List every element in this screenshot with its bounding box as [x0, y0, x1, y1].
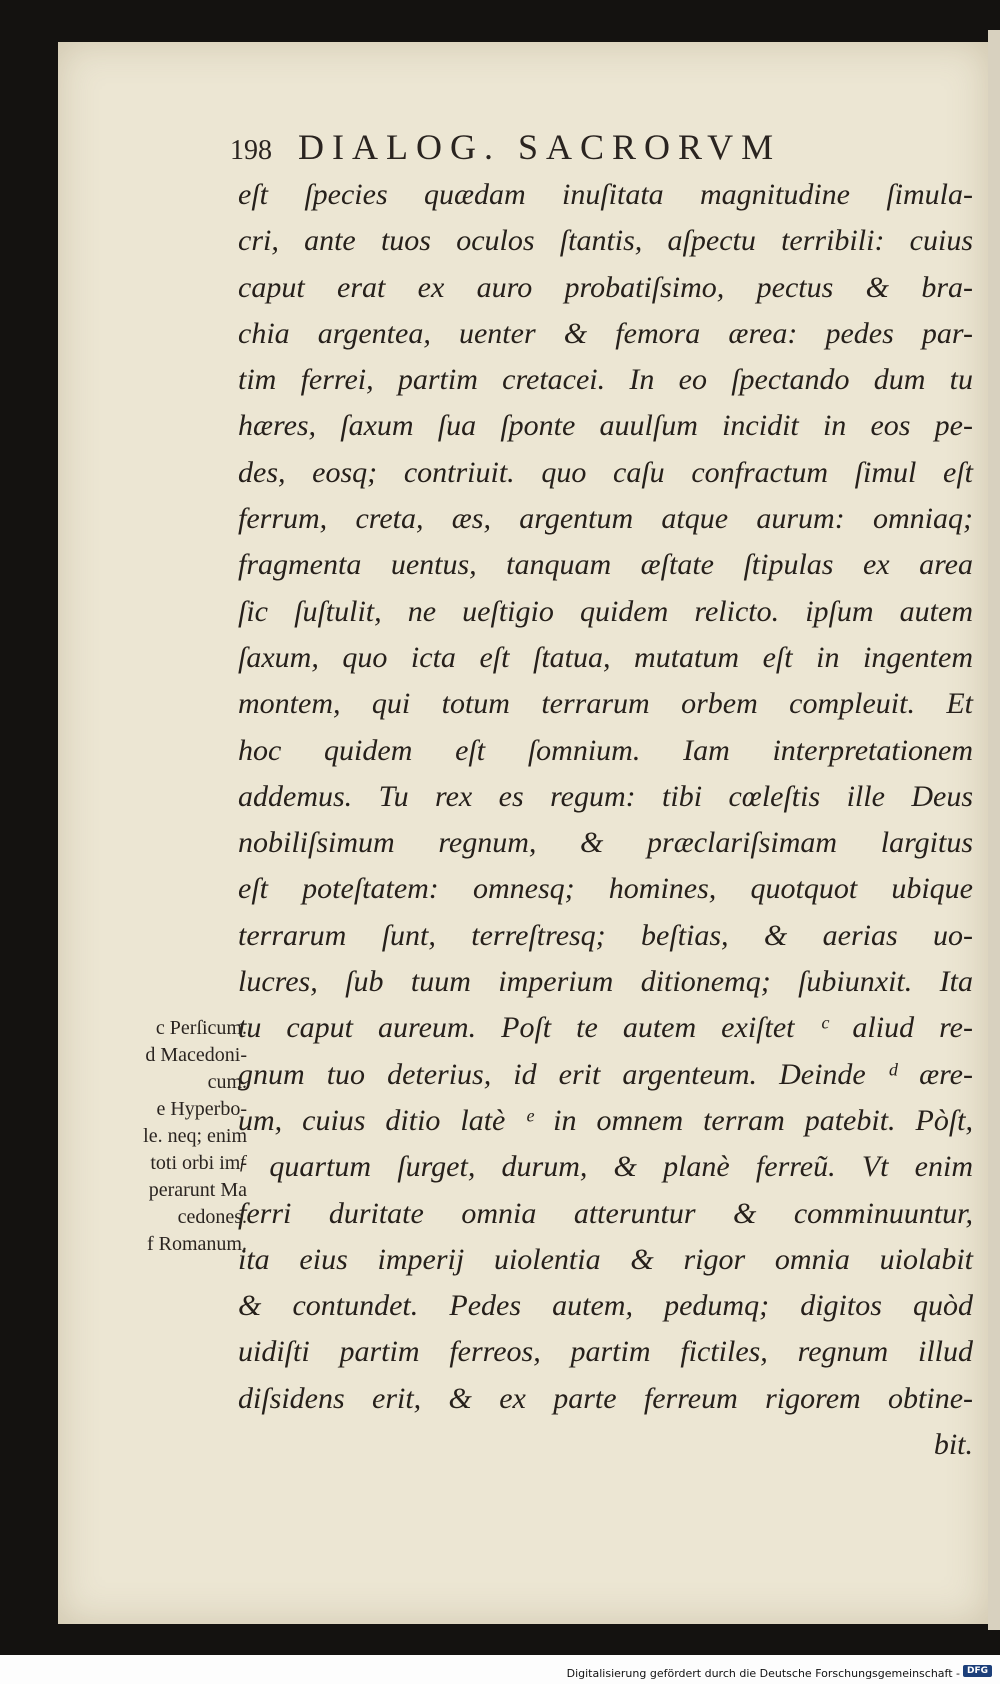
margin-note-line: c Perſicum.	[155, 1017, 247, 1039]
text-line: addemus. Tu rex es regum: tibi cœleſtis ille Deus	[238, 779, 973, 813]
text-line: ſaxum, quo icta eſt ſtatua, mutatum eſt in ingentem	[238, 640, 973, 674]
text-line: fragmenta uentus, tanquam æſtate ſtipulas ex area	[238, 548, 973, 582]
margin-note-line: perarunt Ma	[148, 1179, 247, 1201]
text-line: lucres, ſub tuum imperium ditionemq; ſubiunxit. Ita	[238, 965, 973, 999]
page-title: DIALOG. SACRORVM	[298, 127, 782, 167]
text-line: tim ferrei, partim cretacei. In eo ſpectando dum tu	[238, 363, 973, 397]
dfg-logo: DFG	[963, 1665, 992, 1677]
text-line: ita eius imperij uiolentia & rigor omnia uiolabit	[238, 1242, 973, 1276]
text-line: ferrum, creta, æs, argentum atque aurum: omniaq;	[238, 502, 973, 536]
margin-note-line: le. neq; enim	[143, 1125, 247, 1147]
margin-note-line: f Romanum.	[147, 1233, 247, 1255]
text-line: uidiſti partim ferreos, partim fictiles, regnum illud	[238, 1335, 973, 1369]
text-line: cri, ante tuos oculos ſtantis, aſpectu terribili: cuius	[238, 224, 973, 258]
margin-note-line: toti orbi im-	[150, 1152, 247, 1174]
margin-note-line: e Hyperbo-	[156, 1098, 247, 1120]
margin-notes	[82, 1015, 247, 1258]
text-line: ᶠ quartum ſurget, durum, & planè ferreũ. Vt enim	[238, 1150, 973, 1184]
page-number: 198	[230, 135, 272, 166]
text-line: & contundet. Pedes autem, pedumq; digitos quòd	[238, 1289, 973, 1323]
text-line: eſt poteſtatem: omnesq; homines, quotquot ubique	[238, 872, 973, 906]
text-line: ferri duritate omnia atteruntur & comminuuntur,	[238, 1196, 973, 1230]
text-line: um, cuius ditio latè ᵉ in omnem terram patebit. Pòſt,	[238, 1103, 973, 1137]
text-line: hoc quidem eſt ſomnium. Iam interpretationem	[238, 733, 973, 767]
text-line: hæres, ſaxum ſua ſponte auulſum incidit in eos pe-	[238, 409, 973, 443]
footer-credit: Digitalisierung gefördert durch die Deutsche Forschungsgemeinschaft -	[566, 1667, 960, 1680]
margin-note-line: cedones.	[177, 1206, 247, 1228]
running-head	[230, 126, 890, 176]
margin-note-line: d Macedoni-	[145, 1044, 247, 1066]
text-line: terrarum ſunt, terreſtresq; beſtias, & aerias uo-	[238, 918, 973, 952]
body-text	[238, 172, 973, 1468]
text-line: nobiliſsimum regnum, & præclariſsimam largitus	[238, 826, 973, 860]
text-line: ſic ſuſtulit, ne ueſtigio quidem relicto. ipſum autem	[238, 594, 973, 628]
text-line: gnum tuo deterius, id erit argenteum. Deinde ᵈ ære-	[238, 1057, 973, 1091]
margin-note-line: cum.	[207, 1071, 247, 1093]
text-line: bit.	[933, 1428, 973, 1462]
text-line: diſsidens erit, & ex parte ferreum rigorem obtine-	[238, 1381, 973, 1415]
text-line: tu caput aureum. Poſt te autem exiſtet ᶜ aliud re-	[238, 1011, 973, 1045]
text-line: chia argentea, uenter & femora ærea: pedes par-	[238, 316, 973, 350]
page-edge	[988, 30, 1000, 1630]
text-line: des, eosq; contriuit. quo caſu confractum ſimul eſt	[238, 455, 973, 489]
text-line: montem, qui totum terrarum orbem compleuit. Et	[238, 687, 973, 721]
text-line: caput erat ex auro probatiſsimo, pectus & bra-	[238, 270, 973, 304]
text-line: eſt ſpecies quædam inuſitata magnitudine ſimula-	[238, 178, 973, 211]
